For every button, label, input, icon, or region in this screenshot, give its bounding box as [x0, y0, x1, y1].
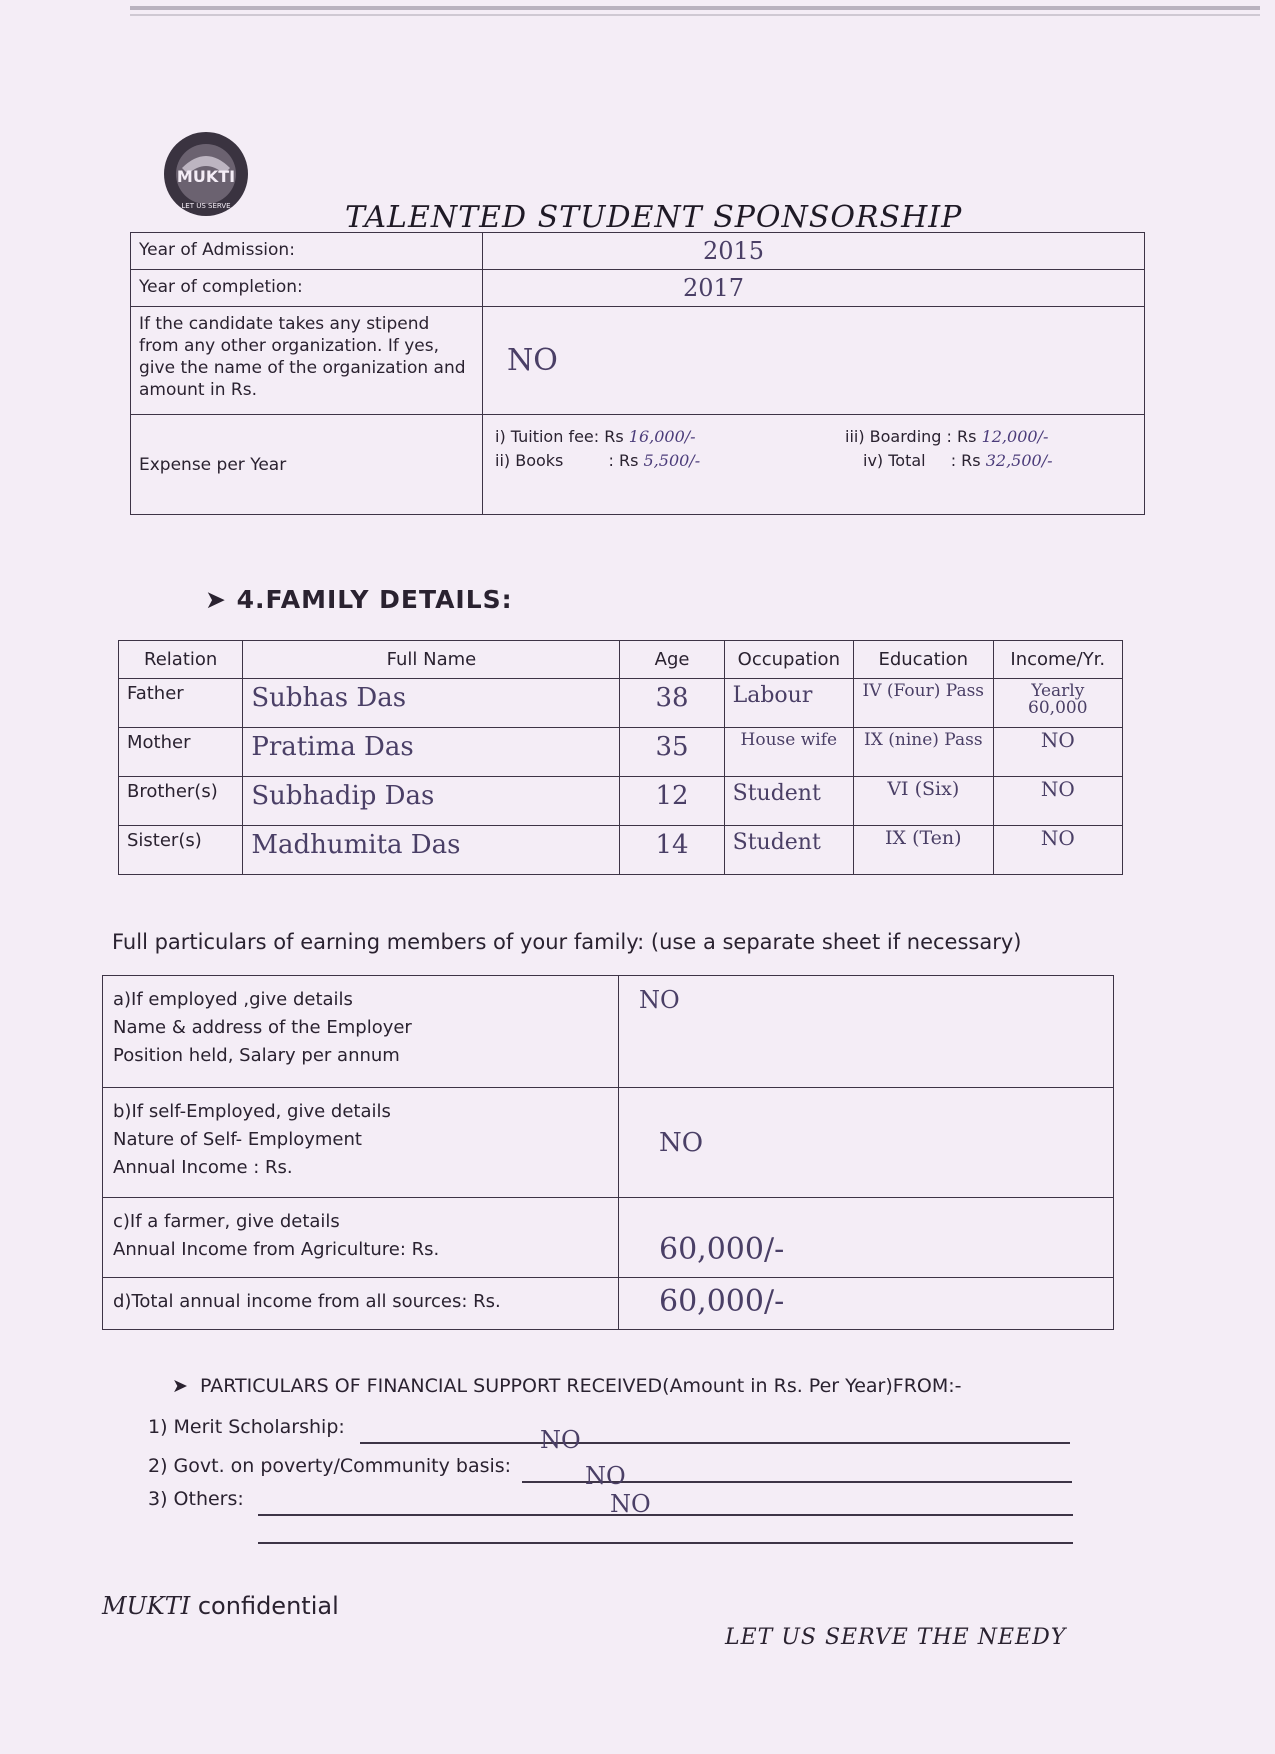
- table-row: [119, 777, 1123, 826]
- boarding-value: 12,000/-: [981, 427, 1049, 446]
- name-cell: Subhadip Das: [243, 777, 620, 826]
- occupation-cell: House wife: [724, 728, 853, 777]
- year-of-admission-value: 2015: [483, 233, 1145, 270]
- books-prefix: : Rs: [608, 451, 639, 470]
- total-label: iv) Total: [863, 451, 926, 470]
- self-label-2: Nature of Self- Employment: [113, 1129, 362, 1150]
- income-cell: NO: [993, 826, 1122, 875]
- underline: [258, 1542, 1073, 1544]
- self-employed-label: [103, 1088, 619, 1198]
- employed-label: [103, 976, 619, 1088]
- family-heading-text: 4.FAMILY DETAILS:: [236, 585, 513, 614]
- logo-text: MUKTI: [176, 167, 236, 186]
- footer-brand: MUKTI: [102, 1592, 191, 1620]
- age-cell: 14: [620, 826, 724, 875]
- relation-cell: Father: [119, 679, 243, 728]
- earning-heading: Full particulars of earning members of your family: (use a separate sheet if necessary): [112, 930, 1022, 954]
- relation-cell: Brother(s): [119, 777, 243, 826]
- others-value: NO: [610, 1490, 651, 1518]
- merit-scholarship-label: 1) Merit Scholarship:: [148, 1416, 345, 1438]
- farmer-label-2: Annual Income from Agriculture: Rs.: [113, 1239, 440, 1260]
- name-cell: Pratima Das: [243, 728, 620, 777]
- year-of-completion-value: 2017: [483, 270, 1145, 307]
- family-table: [118, 640, 1123, 875]
- self-label-3: Annual Income : Rs.: [113, 1157, 293, 1178]
- underline: [360, 1442, 1070, 1444]
- education-cell: VI (Six): [854, 777, 994, 826]
- total-value: 32,500/-: [985, 451, 1053, 470]
- relation-cell: Sister(s): [119, 826, 243, 875]
- financial-heading-text: PARTICULARS OF FINANCIAL SUPPORT RECEIVED(Amount in Rs. Per Year)FROM:-: [200, 1375, 962, 1397]
- occupation-cell: Labour: [724, 679, 853, 728]
- occupation-cell: Student: [724, 777, 853, 826]
- total-income-value: 60,000/-: [619, 1278, 1114, 1330]
- year-of-admission-label: Year of Admission:: [131, 233, 483, 270]
- col-age: Age: [620, 641, 724, 679]
- total-income-label: d)Total annual income from all sources: Rs.: [103, 1278, 619, 1330]
- expense-label: Expense per Year: [131, 415, 483, 515]
- farmer-value: 60,000/-: [619, 1198, 1114, 1278]
- family-details-heading: ➤ 4.FAMILY DETAILS:: [205, 585, 513, 614]
- name-cell: Subhas Das: [243, 679, 620, 728]
- col-occupation: Occupation: [724, 641, 853, 679]
- education-cell: IV (Four) Pass: [854, 679, 994, 728]
- underline: [258, 1514, 1073, 1516]
- employed-label-3: Position held, Salary per annum: [113, 1045, 400, 1066]
- table-row: [119, 728, 1123, 777]
- year-of-completion-label: Year of completion:: [131, 270, 483, 307]
- employed-label-1: a)If employed ,give details: [113, 989, 353, 1010]
- employed-value: NO: [619, 976, 1114, 1088]
- books-label: ii) Books: [495, 451, 564, 470]
- col-education: Education: [854, 641, 994, 679]
- footer-confidential-text: confidential: [197, 1592, 339, 1620]
- farmer-label: [103, 1198, 619, 1278]
- form-title: TALENTED STUDENT SPONSORSHIP: [345, 200, 963, 235]
- age-cell: 38: [620, 679, 724, 728]
- age-cell: 12: [620, 777, 724, 826]
- employed-label-2: Name & address of the Employer: [113, 1017, 412, 1038]
- relation-cell: Mother: [119, 728, 243, 777]
- table-row: [119, 826, 1123, 875]
- paper-edge: [130, 14, 1260, 16]
- merit-scholarship-value: NO: [540, 1426, 581, 1454]
- financial-support-heading: ➤ PARTICULARS OF FINANCIAL SUPPORT RECEIVED(Amount in Rs. Per Year)FROM:-: [172, 1375, 962, 1397]
- age-cell: 35: [620, 728, 724, 777]
- others-label: 3) Others:: [148, 1488, 244, 1510]
- occupation-cell: Student: [724, 826, 853, 875]
- admission-table: [130, 232, 1145, 515]
- farmer-label-1: c)If a farmer, give details: [113, 1211, 340, 1232]
- education-cell: IX (Ten): [854, 826, 994, 875]
- boarding-prefix: : Rs: [946, 427, 977, 446]
- footer-confidential: [102, 1592, 339, 1620]
- col-full-name: Full Name: [243, 641, 620, 679]
- footer-motto: LET US SERVE THE NEEDY: [725, 1625, 1067, 1650]
- income-cell: NO: [993, 728, 1122, 777]
- total-prefix: : Rs: [950, 451, 981, 470]
- expense-details: [483, 415, 1145, 515]
- paper-edge: [130, 6, 1260, 10]
- tuition-value: 16,000/-: [628, 427, 696, 446]
- mukti-logo: [160, 128, 252, 220]
- income-cell: NO: [993, 777, 1122, 826]
- logo-subtext: LET US SERVE: [181, 202, 231, 210]
- tuition-label: i) Tuition fee: Rs: [495, 427, 624, 446]
- stipend-label: If the candidate takes any stipend from any other organization. If yes, give the name of the organization and amount in Rs.: [131, 307, 483, 415]
- self-employed-value: NO: [619, 1088, 1114, 1198]
- income-cell: Yearly 60,000: [993, 679, 1122, 728]
- boarding-label: iii) Boarding: [845, 427, 942, 446]
- education-cell: IX (nine) Pass: [854, 728, 994, 777]
- table-row: [119, 679, 1123, 728]
- stipend-value: NO: [483, 307, 1145, 415]
- col-income: Income/Yr.: [993, 641, 1122, 679]
- govt-support-label: 2) Govt. on poverty/Community basis:: [148, 1455, 512, 1477]
- name-cell: Madhumita Das: [243, 826, 620, 875]
- self-label-1: b)If self-Employed, give details: [113, 1101, 391, 1122]
- earning-table: [102, 975, 1114, 1330]
- govt-support-value: NO: [585, 1462, 626, 1490]
- books-value: 5,500/-: [643, 451, 701, 470]
- col-relation: Relation: [119, 641, 243, 679]
